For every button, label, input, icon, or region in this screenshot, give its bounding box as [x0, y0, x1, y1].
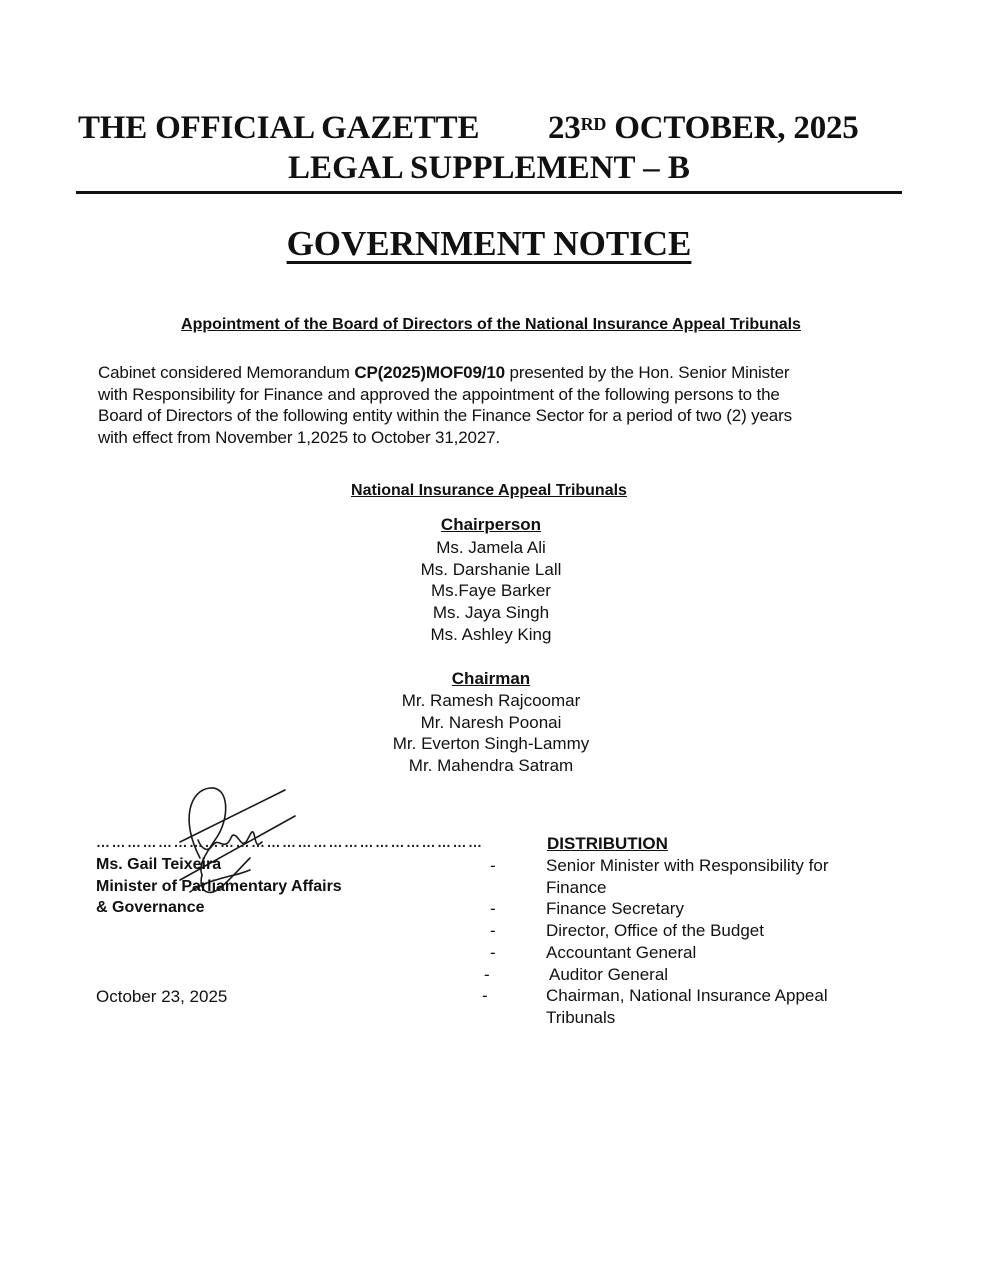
date-month-year: OCTOBER, 2025 — [606, 110, 859, 146]
role-label: Chairman — [451, 669, 531, 688]
notice-title — [0, 222, 986, 266]
publication-name: THE OFFICIAL GAZETTE — [78, 110, 480, 146]
memorandum-reference: CP(2025)MOF09/10 — [354, 363, 505, 382]
masthead-divider — [76, 191, 902, 194]
distribution-list — [470, 855, 910, 1029]
entity-name: National Insurance Appeal Tribunals — [351, 482, 627, 499]
distribution-item — [470, 898, 910, 920]
supplement-heading — [0, 148, 986, 188]
member-name: Mr. Everton Singh-Lammy — [392, 734, 590, 754]
supplement-label: LEGAL SUPPLEMENT – B — [288, 150, 690, 186]
publication-date — [548, 108, 859, 148]
signature-line: ………………………………………………………………… — [96, 834, 484, 850]
chairperson-member-list — [0, 537, 986, 646]
bullet-dash: - — [484, 964, 490, 984]
role-heading-chairperson — [0, 514, 986, 536]
distribution-item — [470, 985, 910, 1028]
distribution-item — [470, 855, 910, 898]
member-name: Mr. Naresh Poonai — [420, 712, 562, 732]
document-date: October 23, 2025 — [96, 987, 228, 1006]
bullet-dash: - — [490, 856, 496, 875]
member-name: Ms. Jamela Ali — [436, 538, 546, 557]
notice-body — [98, 362, 898, 448]
signatory-block — [96, 854, 342, 919]
notice-subject — [0, 314, 986, 336]
signatory-name: Ms. Gail Teixeira — [96, 856, 222, 873]
date-suffix: RD — [580, 114, 607, 134]
distribution-recipient: Director, Office of the Budget — [546, 921, 764, 941]
distribution-recipient: Accountant General — [546, 942, 697, 962]
body-line-1 — [98, 362, 898, 384]
body-line-3: Board of Directors of the following entity within the Finance Sector for a period of two (2) years — [98, 406, 792, 425]
entity-heading — [0, 480, 986, 502]
distribution-item — [470, 920, 910, 942]
notice-title-text: GOVERNMENT NOTICE — [286, 224, 692, 263]
notice-subject-text: Appointment of the Board of Directors of the National Insurance Appeal Tribunals — [181, 316, 801, 333]
member-name: Ms.Faye Barker — [431, 581, 551, 601]
body-text: presented by the Hon. Senior Minister — [504, 363, 790, 382]
body-text: Cabinet considered Memorandum — [98, 363, 355, 382]
member-name: Mr. Mahendra Satram — [408, 756, 574, 776]
distribution-recipient: Chairman, National Insurance Appeal Tribunals — [546, 986, 828, 1027]
role-label: Chairperson — [440, 515, 542, 534]
distribution-recipient: Senior Minister with Responsibility for Finance — [546, 856, 829, 897]
role-heading-chairman — [0, 668, 986, 690]
bullet-dash: - — [490, 942, 496, 962]
distribution-item — [470, 942, 910, 964]
bullet-dash: - — [490, 921, 496, 941]
distribution-heading: DISTRIBUTION — [547, 834, 668, 853]
date-day: 23 — [548, 110, 581, 146]
distribution-item — [470, 964, 910, 986]
member-name: Ms. Darshanie Lall — [420, 559, 562, 579]
distribution-recipient: Auditor General — [549, 964, 669, 984]
member-name: Ms. Ashley King — [430, 624, 552, 644]
signatory-title: Minister of Parliamentary Affairs — [96, 877, 342, 895]
bullet-dash: - — [482, 986, 488, 1006]
chairman-member-list — [0, 690, 986, 777]
member-name: Ms. Jaya Singh — [432, 603, 550, 623]
member-name: Mr. Ramesh Rajcoomar — [401, 691, 581, 710]
body-line-2: with Responsibility for Finance and approved the appointment of the following persons to the — [98, 384, 780, 404]
distribution-recipient: Finance Secretary — [546, 899, 684, 919]
body-line-4: with effect from November 1,2025 to October 31,2027. — [98, 427, 501, 447]
bullet-dash: - — [490, 899, 496, 919]
signatory-title-continued: & Governance — [96, 899, 205, 916]
